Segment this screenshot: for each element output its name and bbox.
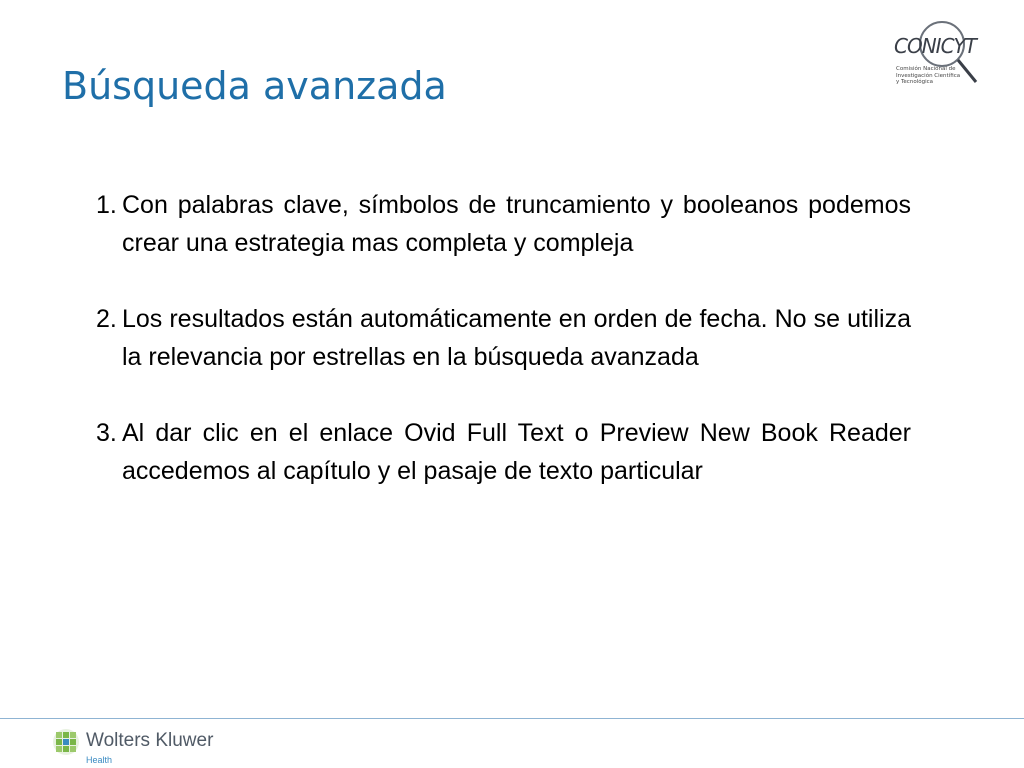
- list-item-number: 2.: [96, 305, 117, 333]
- wolters-kluwer-name: Wolters Kluwer: [86, 730, 214, 751]
- list-item: [96, 186, 911, 262]
- conicyt-subtitle-line: Comisión Nacional de: [896, 66, 956, 72]
- conicyt-brand: CONICYT: [894, 34, 976, 58]
- list-item-number: 1.: [96, 191, 117, 219]
- list-item-text: Los resultados están automáticamente en orden de fecha. No se utiliza la relevancia por estrellas en la búsqueda avanzada: [122, 305, 911, 371]
- conicyt-logo: [880, 18, 990, 96]
- list-item-number: 3.: [96, 419, 117, 447]
- wolters-kluwer-division: Health: [86, 755, 113, 765]
- slide-title: Búsqueda avanzada: [62, 64, 447, 108]
- footer-divider: [0, 718, 1024, 719]
- numbered-list: [96, 186, 911, 528]
- conicyt-subtitle: [896, 66, 984, 86]
- conicyt-subtitle-line: y Tecnológica: [896, 79, 933, 85]
- wolters-kluwer-mark-icon: [52, 728, 80, 756]
- wolters-kluwer-logo: [52, 728, 252, 766]
- list-item: [96, 414, 911, 490]
- conicyt-subtitle-line: Investigación Científica: [896, 72, 961, 79]
- list-item-text: Con palabras clave, símbolos de truncamiento y booleanos podemos crear una estrategia mas completa y compleja: [122, 191, 911, 257]
- list-item-text: Al dar clic en el enlace Ovid Full Text o Preview New Book Reader accedemos al capítulo y el pasaje de texto particular: [122, 419, 911, 485]
- list-item: [96, 300, 911, 376]
